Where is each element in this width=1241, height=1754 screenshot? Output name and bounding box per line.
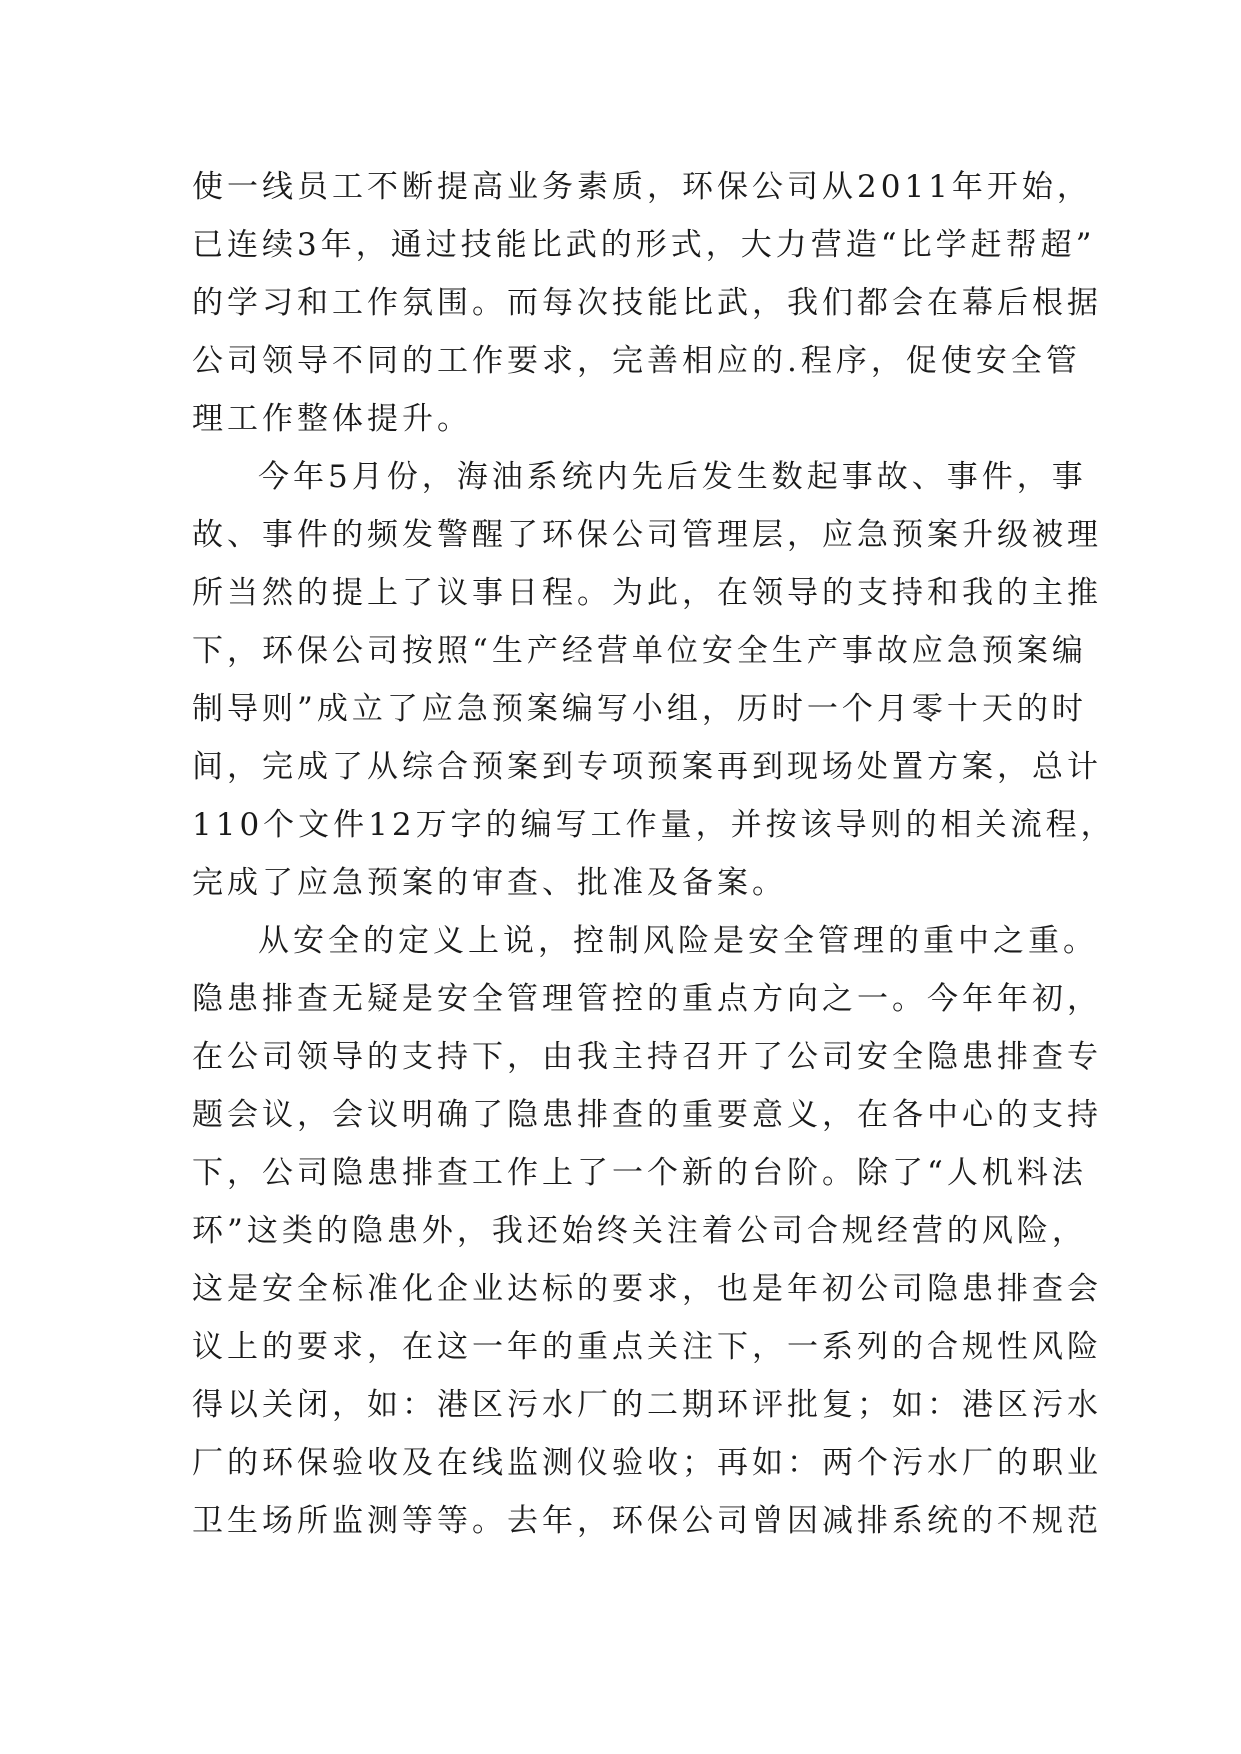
document-body — [192, 158, 1116, 1550]
text-line: 卫生场所监测等等。去年，环保公司曾因减排系统的不规范 — [192, 1503, 1102, 1539]
text-line: 下，环保公司按照“生产经营单位安全生产事故应急预案编 — [192, 633, 1087, 669]
text-line: 所当然的提上了议事日程。为此，在领导的支持和我的主推 — [192, 575, 1102, 611]
text-line: 这是安全标准化企业达标的要求，也是年初公司隐患排查会 — [192, 1271, 1102, 1307]
paragraph — [192, 448, 1116, 912]
text-line: 议上的要求，在这一年的重点关注下，一系列的合规性风险 — [192, 1329, 1102, 1365]
paragraph — [192, 912, 1102, 1550]
text-line: 下，公司隐患排查工作上了一个新的台阶。除了“人机料法 — [192, 1155, 1087, 1191]
text-line: 环”这类的隐患外，我还始终关注着公司合规经营的风险， — [192, 1213, 1087, 1249]
text-line: 完成了应急预案的审查、批准及备案。 — [192, 865, 787, 901]
text-line: 隐患排查无疑是安全管理管控的重点方向之一。今年年初， — [192, 981, 1102, 1017]
text-line: 的学习和工作氛围。而每次技能比武，我们都会在幕后根据 — [192, 285, 1102, 321]
text-line: 理工作整体提升。 — [192, 401, 472, 437]
text-line: 从安全的定义上说，控制风险是安全管理的重中之重。 — [258, 923, 1098, 959]
text-line: 制导则”成立了应急预案编写小组，历时一个月零十天的时 — [192, 691, 1087, 727]
text-line: 得以关闭，如：港区污水厂的二期环评批复；如：港区污水 — [192, 1387, 1102, 1423]
text-line: 使一线员工不断提高业务素质，环保公司从2011年开始， — [192, 169, 1092, 205]
text-line: 间，完成了从综合预案到专项预案再到现场处置方案，总计 — [192, 749, 1102, 785]
text-line: 公司领导不同的工作要求，完善相应的.程序，促使安全管 — [192, 343, 1081, 379]
text-line: 110个文件12万字的编写工作量，并按该导则的相关流程， — [192, 807, 1116, 843]
paragraph — [192, 158, 1102, 448]
text-line: 题会议，会议明确了隐患排查的重要意义，在各中心的支持 — [192, 1097, 1102, 1133]
text-line: 故、事件的频发警醒了环保公司管理层，应急预案升级被理 — [192, 517, 1102, 553]
text-line: 已连续3年，通过技能比武的形式，大力营造“比学赶帮超” — [192, 227, 1096, 263]
text-line: 在公司领导的支持下，由我主持召开了公司安全隐患排查专 — [192, 1039, 1102, 1075]
text-line: 今年5月份，海油系统内先后发生数起事故、事件，事 — [258, 459, 1087, 495]
text-line: 厂的环保验收及在线监测仪验收；再如：两个污水厂的职业 — [192, 1445, 1102, 1481]
